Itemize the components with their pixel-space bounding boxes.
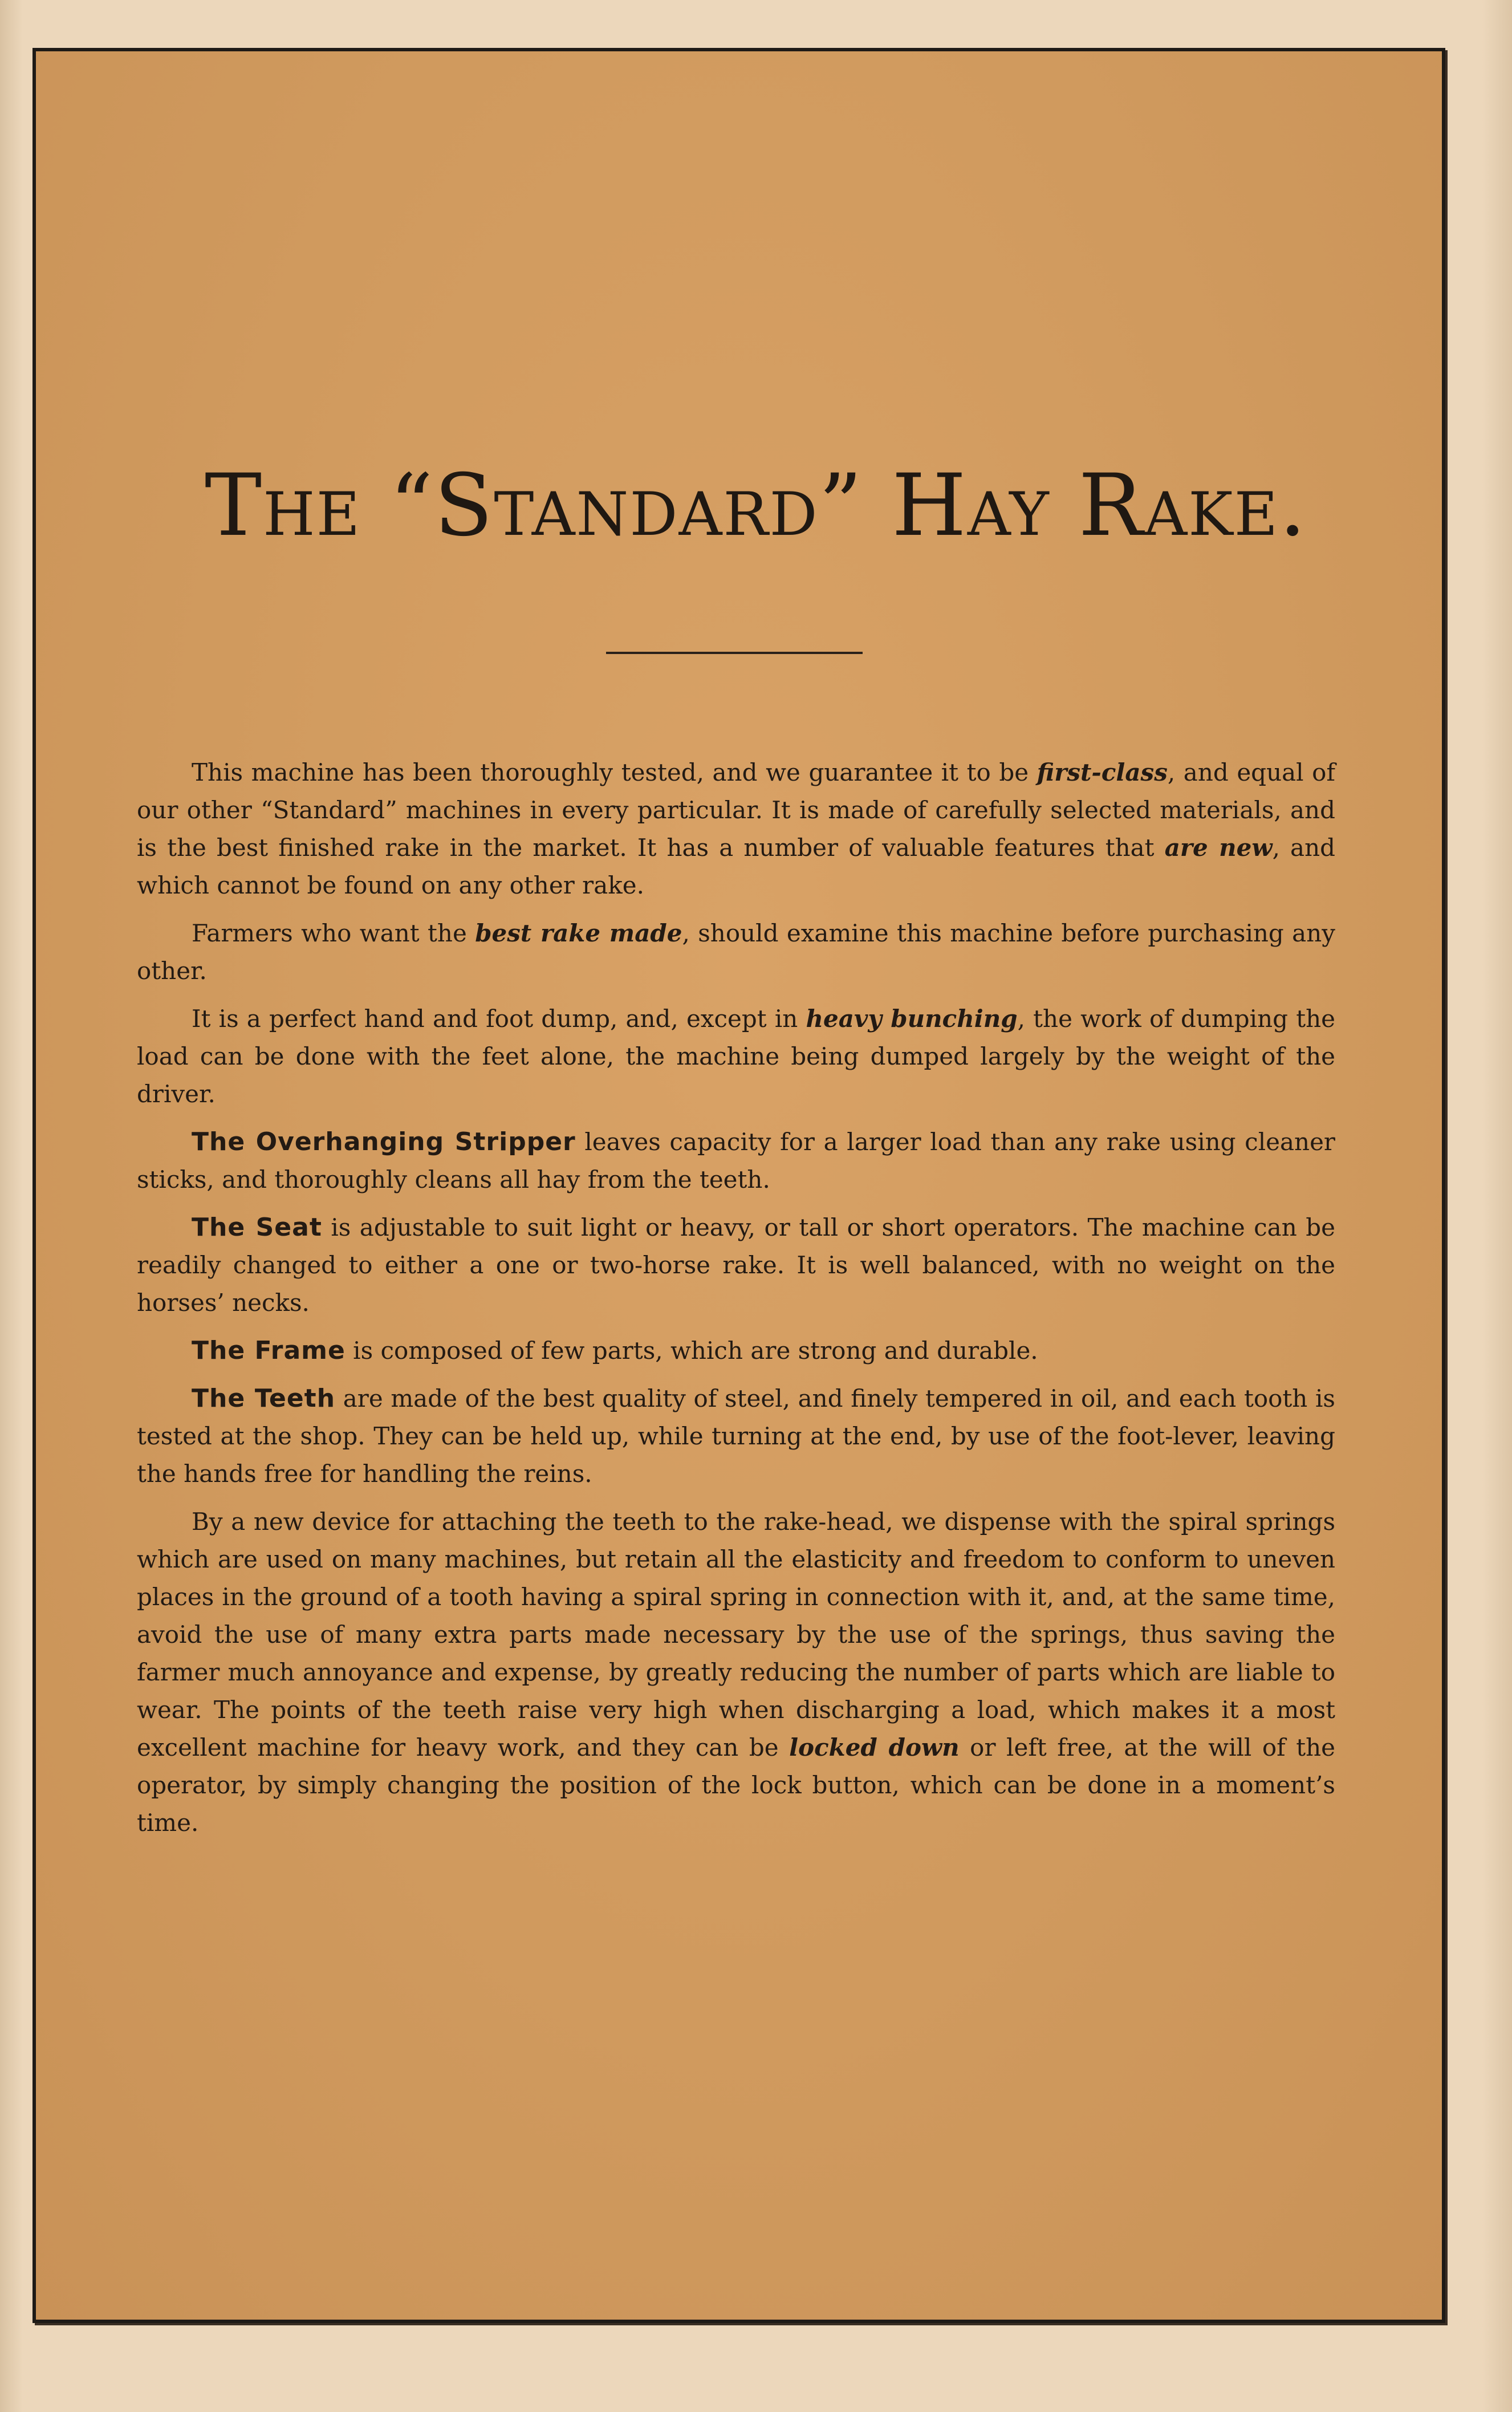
lead-overhanging-stripper: The Overhanging Stripper [192, 1127, 576, 1156]
lead-teeth: The Teeth [192, 1384, 336, 1413]
text-segment: is adjustable to suit light or heavy, or tall or short operators. The machine can be readily changed to either a one or two-horse rake. It is well balanced, with no weight on the horses’ necks. [137, 1213, 1335, 1317]
text-segment: By a new device for attaching the teeth to the rake-head, we dispense with the spiral springs which are used on many machines, but retain all the elasticity and freedom to conform to uneven places in the ground of a tooth having a spiral spring in connection with it, and, at the same time, avoid the use of many extra parts made necessary by the use of the springs, thus saving the farmer much annoyance and expense, by greatly reducing the number of parts which are liable to wear. The points of the teeth raise very high when discharging a load, which makes it a most excellent machine for heavy work, and they can be [137, 1508, 1335, 1761]
title-divider [606, 652, 863, 654]
page-title: The “Standard” Hay Rake. [205, 456, 1307, 555]
paragraph-intro [137, 754, 1335, 904]
paragraph-seat [137, 1209, 1335, 1322]
text-segment: leaves capacity for a larger load than any rake using cleaner sticks, and thoroughly cleans all hay from the teeth. [137, 1128, 1335, 1193]
text-segment: , the work of dumping the load can be done with the feet alone, the machine being dumped largely by the weight of the driver. [137, 1005, 1336, 1108]
paragraph-frame [137, 1332, 1335, 1370]
body-text [137, 754, 1335, 1852]
emphasis-locked-down: locked down [789, 1733, 960, 1761]
text-segment: Farmers who want the [192, 919, 475, 947]
text-segment: , should examine this machine before purchasing any other. [137, 919, 1335, 985]
paragraph-teeth [137, 1380, 1335, 1493]
lead-frame: The Frame [192, 1336, 346, 1365]
text-segment: are made of the best quality of steel, and finely tempered in oil, and each tooth is tested at the shop. They can be held up, while turning at the end, by use of the foot-lever, leaving the hands free for handling the reins. [137, 1384, 1335, 1488]
lead-seat: The Seat [192, 1213, 322, 1242]
text-segment: is composed of few parts, which are strong and durable. [345, 1337, 1038, 1365]
emphasis-best-rake-made: best rake made [475, 919, 682, 947]
text-segment: or left free, at the will of the operator, by simply changing the position of the lock button, which can be done in a moment’s time. [137, 1733, 1335, 1837]
text-segment: , and equal of our other “Standard” machines in every particular. It is made of carefully selected materials, and is the best finished rake in the market. It has a number of valuable features that [137, 758, 1335, 862]
text-segment: , and which cannot be found on any other rake. [137, 834, 1336, 899]
paragraph-device [137, 1503, 1335, 1842]
paragraph-farmers [137, 915, 1335, 990]
emphasis-are-new: are new [1164, 834, 1273, 862]
text-segment: It is a perfect hand and foot dump, and, except in [192, 1005, 806, 1033]
emphasis-first-class: first-class [1037, 758, 1168, 786]
emphasis-heavy-bunching: heavy bunching [806, 1005, 1018, 1033]
paragraph-dump [137, 1000, 1335, 1113]
paragraph-stripper [137, 1123, 1335, 1199]
text-segment: This machine has been thoroughly tested, and we guarantee it to be [192, 758, 1037, 786]
